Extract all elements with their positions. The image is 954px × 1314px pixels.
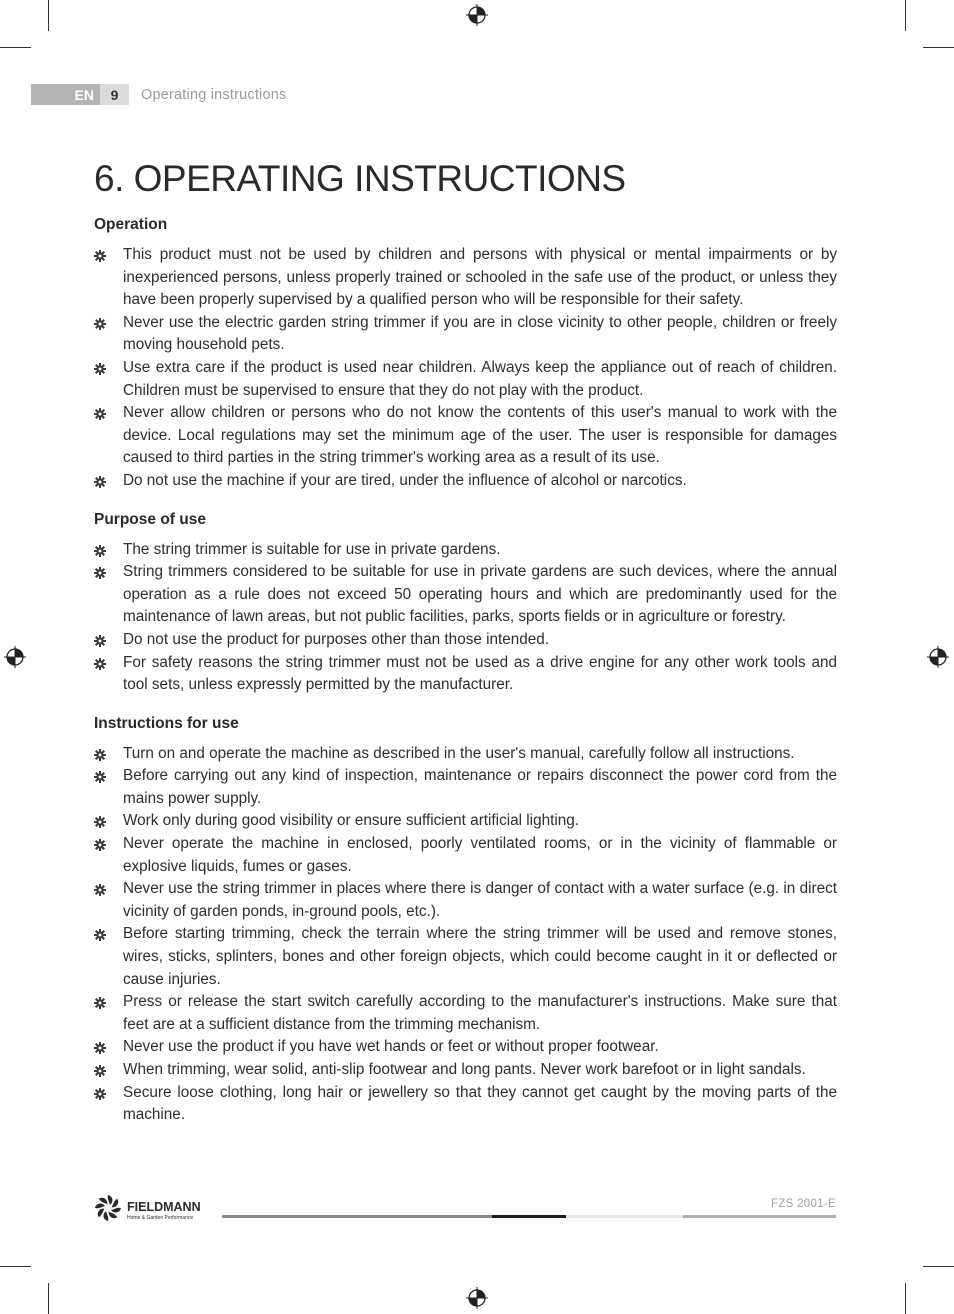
footer-rule: [566, 1215, 683, 1218]
gear-bullet-icon: [94, 749, 106, 761]
crop-mark: [48, 0, 49, 31]
list-item: [94, 1059, 837, 1082]
list-item: [94, 652, 837, 697]
brand-name: FIELDMANN: [127, 1200, 201, 1214]
gear-bullet-icon: [94, 250, 106, 262]
list-item-text: Never use the electric garden string trimmer if you are in close vicinity to other people, children or freely moving household pets.: [123, 313, 837, 354]
gear-bullet-icon: [94, 408, 106, 420]
gear-bullet-icon: [94, 884, 106, 896]
list-item-text: Do not use the machine if your are tired, under the influence of alcohol or narcotics.: [123, 471, 687, 489]
running-title: Operating instructions: [141, 86, 287, 103]
list-item-text: Work only during good visibility or ensure sufficient artificial lighting.: [123, 812, 580, 830]
list-item: [94, 629, 837, 652]
list-item-text: This product must not be used by children and persons with physical or mental impairments or by inexperienced persons, unless properly trained or schooled in the safe use of the product, or unless they have been properly supervised by a qualified person who will be responsible for their safety.: [123, 246, 837, 309]
list-item: [94, 561, 837, 629]
footer-rule: [222, 1215, 492, 1218]
gear-bullet-icon: [94, 1065, 106, 1077]
list-item-text: When trimming, wear solid, anti-slip footwear and long pants. Never work barefoot or in light sandals.: [123, 1061, 806, 1078]
list-item-text: Press or release the start switch carefully according to the manufacturer's instructions. Make sure that feet are at a sufficient distance from the trimming mechanism.: [123, 993, 837, 1033]
list-item: [94, 743, 837, 766]
list-item-text: For safety reasons the string trimmer must not be used as a drive engine for any other work tools and tool sets, unless expressly permitted by the manufacturer.: [123, 653, 837, 694]
list-item-text: Before starting trimming, check the terrain where the string trimmer will be used and remove stones, wires, sticks, splinters, bones and other foreign objects, which could become caught in it or deflected or cause injuries.: [123, 925, 837, 988]
gear-bullet-icon: [94, 363, 106, 375]
list-item-text: Never use the product if you have wet hands or feet or without proper footwear.: [123, 1038, 659, 1056]
bullet-list: [94, 743, 837, 1127]
registration-mark-icon: [466, 1287, 488, 1309]
list-item: [94, 878, 837, 923]
brand-tagline: Home & Garden Performance: [127, 1215, 194, 1221]
crop-mark: [905, 1283, 906, 1314]
crop-mark: [905, 0, 906, 31]
list-item-text: Secure loose clothing, long hair or jewellery so that they cannot get caught by the moving parts of the machine.: [123, 1083, 837, 1124]
gear-bullet-icon: [94, 476, 106, 488]
gear-bullet-icon: [94, 318, 106, 330]
model-number: FZS 2001-E: [771, 1198, 836, 1210]
section-heading: Purpose of use: [94, 510, 206, 528]
list-item-text: Never allow children or persons who do not know the contents of this user's manual to work with the device. Local regulations may set the minimum age of the user. The user is responsible for damages caused to third parties in the string trimmer's working area as a result of its use.: [123, 404, 837, 467]
section-heading: Instructions for use: [94, 714, 239, 732]
footer-rule: [492, 1215, 566, 1218]
section-instructions-for-use: [94, 715, 837, 1127]
main-content: [94, 156, 837, 1127]
list-item-text: Never use the string trimmer in places where there is danger of contact with a water surface (e.g. in direct vicinity of garden ponds, in-ground pools, etc.).: [123, 880, 837, 920]
section-operation: [94, 216, 837, 493]
crop-mark: [0, 47, 31, 48]
gear-bullet-icon: [94, 839, 106, 851]
gear-bullet-icon: [94, 1088, 106, 1100]
gear-bullet-icon: [94, 1042, 106, 1054]
crop-mark: [48, 1283, 49, 1314]
list-item-text: Before carrying out any kind of inspection, maintenance or repairs disconnect the power cord from the mains power supply.: [123, 767, 837, 807]
gear-bullet-icon: [94, 929, 106, 941]
list-item: [94, 244, 837, 312]
list-item: [94, 539, 837, 562]
list-item: [94, 765, 837, 810]
list-item-text: String trimmers considered to be suitable for use in private gardens are such devices, where the annual operation as a rule does not exceed 50 operating hours and which are predominantly used for the maintenance of lawn areas, but not public facilities, parks, sports fields or in agriculture or forestry.: [123, 563, 837, 626]
page-number: 9: [100, 84, 129, 105]
list-item: [94, 312, 837, 357]
section-heading: Operation: [94, 216, 168, 233]
list-item: [94, 991, 837, 1036]
gear-bullet-icon: [94, 816, 106, 828]
gear-bullet-icon: [94, 545, 106, 557]
registration-mark-icon: [466, 4, 488, 26]
crop-mark: [0, 1266, 31, 1267]
list-item-text: The string trimmer is suitable for use in private gardens.: [123, 540, 501, 558]
bullet-list: [94, 539, 837, 697]
fieldmann-logo: [94, 1193, 222, 1225]
crop-mark: [923, 1266, 954, 1267]
list-item-text: Use extra care if the product is used near children. Always keep the appliance out of reach of children. Children must be supervised to ensure that they do not play with the product.: [123, 358, 837, 399]
language-tab: EN: [31, 84, 100, 105]
crop-mark: [923, 47, 954, 48]
registration-mark-icon: [927, 646, 949, 668]
gear-bullet-icon: [94, 771, 106, 783]
list-item: [94, 923, 837, 991]
gear-bullet-icon: [94, 567, 106, 579]
list-item: [94, 1082, 837, 1127]
footer-rule: [683, 1215, 836, 1218]
list-item-text: Turn on and operate the machine as described in the user's manual, carefully follow all instructions.: [123, 744, 795, 762]
list-item: [94, 810, 837, 833]
list-item-text: Do not use the product for purposes other than those intended.: [123, 630, 550, 648]
gear-bullet-icon: [94, 635, 106, 647]
list-item: [94, 1036, 837, 1059]
gear-bullet-icon: [94, 658, 106, 670]
list-item: [94, 470, 837, 493]
list-item: [94, 402, 837, 470]
list-item-text: Never operate the machine in enclosed, poorly ventilated rooms, or in the vicinity of flammable or explosive liquids, fumes or gases.: [123, 835, 837, 875]
gear-bullet-icon: [94, 997, 106, 1009]
bullet-list: [94, 244, 837, 493]
page-title: 6. OPERATING INSTRUCTIONS: [94, 158, 626, 199]
page-header: [31, 84, 286, 105]
section-purpose-of-use: [94, 511, 837, 697]
registration-mark-icon: [4, 646, 26, 668]
list-item: [94, 357, 837, 402]
list-item: [94, 833, 837, 878]
